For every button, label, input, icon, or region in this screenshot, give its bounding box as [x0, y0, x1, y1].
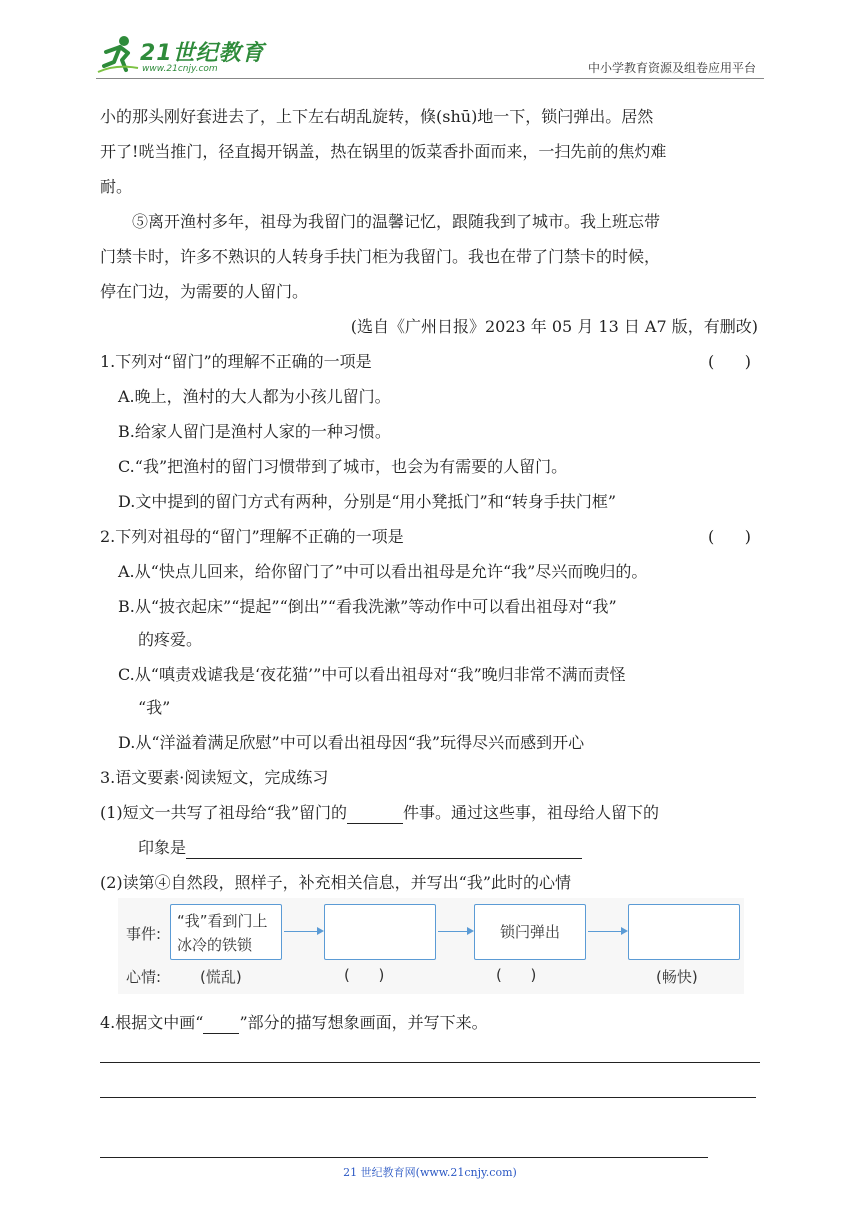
- q4-answer-line-3[interactable]: [100, 1157, 708, 1158]
- arrow-1: [284, 931, 322, 932]
- event-box-1-line1: “我”看到门上: [177, 912, 268, 930]
- event-box-1: [170, 904, 282, 960]
- event-box-1-line2: 冰冷的铁锁: [177, 936, 253, 954]
- logo-text: 21世纪教育: [140, 41, 265, 66]
- q2-option-b-line2: 的疼爱。: [138, 630, 203, 649]
- q1-stem: 1.下列对“留门”的理解不正确的一项是: [100, 352, 372, 371]
- passage-line-5: 门禁卡时，许多不熟识的人转身手扶门柜为我留门。我也在带了门禁卡的时候，: [100, 247, 661, 266]
- passage-line-6: 停在门边，为需要的人留门。: [100, 282, 309, 301]
- arrow-2: [438, 931, 472, 932]
- event-box-2-blank[interactable]: [324, 904, 436, 960]
- q3-part1-line1: [100, 802, 659, 824]
- mood-4: (畅快): [656, 968, 698, 986]
- passage-line-2: 开了!咣当推门，径直揭开锅盖，热在锅里的饭菜香扑面而来，一扫先前的焦灼难: [100, 142, 667, 161]
- runner-logo-icon: [96, 34, 140, 74]
- logo-url: www.21cnjy.com: [142, 64, 218, 74]
- q1-option-d: D.文中提到的留门方式有两种，分别是“用小凳抵门”和“转身手扶门框”: [118, 492, 617, 511]
- platform-slogan: 中小学教育资源及组卷应用平台: [587, 61, 756, 75]
- q2-option-c-line1: C.从“嗔责戏谑我是‘夜花猫’”中可以看出祖母对“我”晚归非常不满而责怪: [118, 665, 626, 684]
- mood-2-blank[interactable]: ( ): [344, 966, 385, 984]
- q2-option-d: D.从“洋溢着满足欣慰”中可以看出祖母因“我”玩得尽兴而感到开心: [118, 733, 585, 752]
- q3-part1-text-a: (1)短文一共写了祖母给“我”留门的: [100, 803, 348, 822]
- q1-option-b: B.给家人留门是渔村人家的一种习惯。: [118, 422, 391, 441]
- site-logo: [96, 34, 265, 78]
- passage-source: (选自《广州日报》2023 年 05 月 13 日 A7 版，有删改): [350, 317, 758, 336]
- passage-line-3: 耐。: [100, 177, 133, 196]
- page-header: [0, 0, 860, 80]
- page-footer: 21 世纪教育网(www.21cnjy.com): [343, 1166, 517, 1179]
- event-label: 事件:: [126, 925, 162, 943]
- q2-option-c-line2: “我”: [138, 698, 171, 717]
- header-divider: [96, 78, 764, 79]
- q3-part1-text-c: 印象是: [138, 838, 187, 857]
- q2-answer-paren: ( ): [708, 527, 751, 546]
- q3-part1-line2: [138, 837, 582, 859]
- event-box-3-text: 锁闩弹出: [499, 923, 560, 941]
- q4-answer-line-1[interactable]: [100, 1062, 760, 1063]
- q1-option-a: A.晚上，渔村的大人都为小孩儿留门。: [118, 387, 391, 406]
- event-box-1-text: [177, 909, 268, 957]
- q1-answer-paren: ( ): [708, 352, 751, 371]
- q3-part2-stem: (2)读第④自然段，照样子，补充相关信息，并写出“我”此时的心情: [100, 873, 572, 892]
- q3-stem: 3.语文要素·阅读短文，完成练习: [100, 768, 329, 787]
- arrow-3: [588, 931, 626, 932]
- event-mood-diagram: [118, 898, 744, 994]
- q2-option-a: A.从“快点儿回来，给你留门了”中可以看出祖母是允许“我”尽兴而晚归的。: [118, 562, 648, 581]
- event-box-4-blank[interactable]: [628, 904, 740, 960]
- q4-stem-b: ”部分的描写想象画面，并写下来。: [239, 1013, 488, 1032]
- q1-option-c: C.“我”把渔村的留门习惯带到了城市，也会为有需要的人留门。: [118, 457, 568, 476]
- q2-option-b-line1: B.从“披衣起床”“提起”“倒出”“看我洗漱”等动作中可以看出祖母对“我”: [118, 597, 617, 616]
- event-box-3: [474, 904, 586, 960]
- mood-1: (慌乱): [200, 968, 242, 986]
- mood-label: 心情:: [126, 968, 162, 986]
- q3-part1-text-b: 件事。通过这些事，祖母给人留下的: [403, 803, 660, 822]
- mood-3-blank[interactable]: ( ): [496, 966, 537, 984]
- q4-stem-a: 4.根据文中画“: [100, 1013, 204, 1032]
- q4-stem: [100, 1012, 488, 1034]
- q3-count-blank[interactable]: [347, 805, 403, 824]
- q3-impression-blank[interactable]: [186, 840, 582, 859]
- q2-stem: 2.下列对祖母的“留门”理解不正确的一项是: [100, 527, 404, 546]
- q4-underline-mark: [203, 1019, 239, 1034]
- passage-line-4: ⑤离开渔村多年，祖母为我留门的温馨记忆，跟随我到了城市。我上班忘带: [132, 212, 661, 231]
- passage-line-1: 小的那头刚好套进去了，上下左右胡乱旋转，倏(shū)地一下，锁闩弹出。居然: [100, 107, 654, 126]
- q4-answer-line-2[interactable]: [100, 1097, 756, 1098]
